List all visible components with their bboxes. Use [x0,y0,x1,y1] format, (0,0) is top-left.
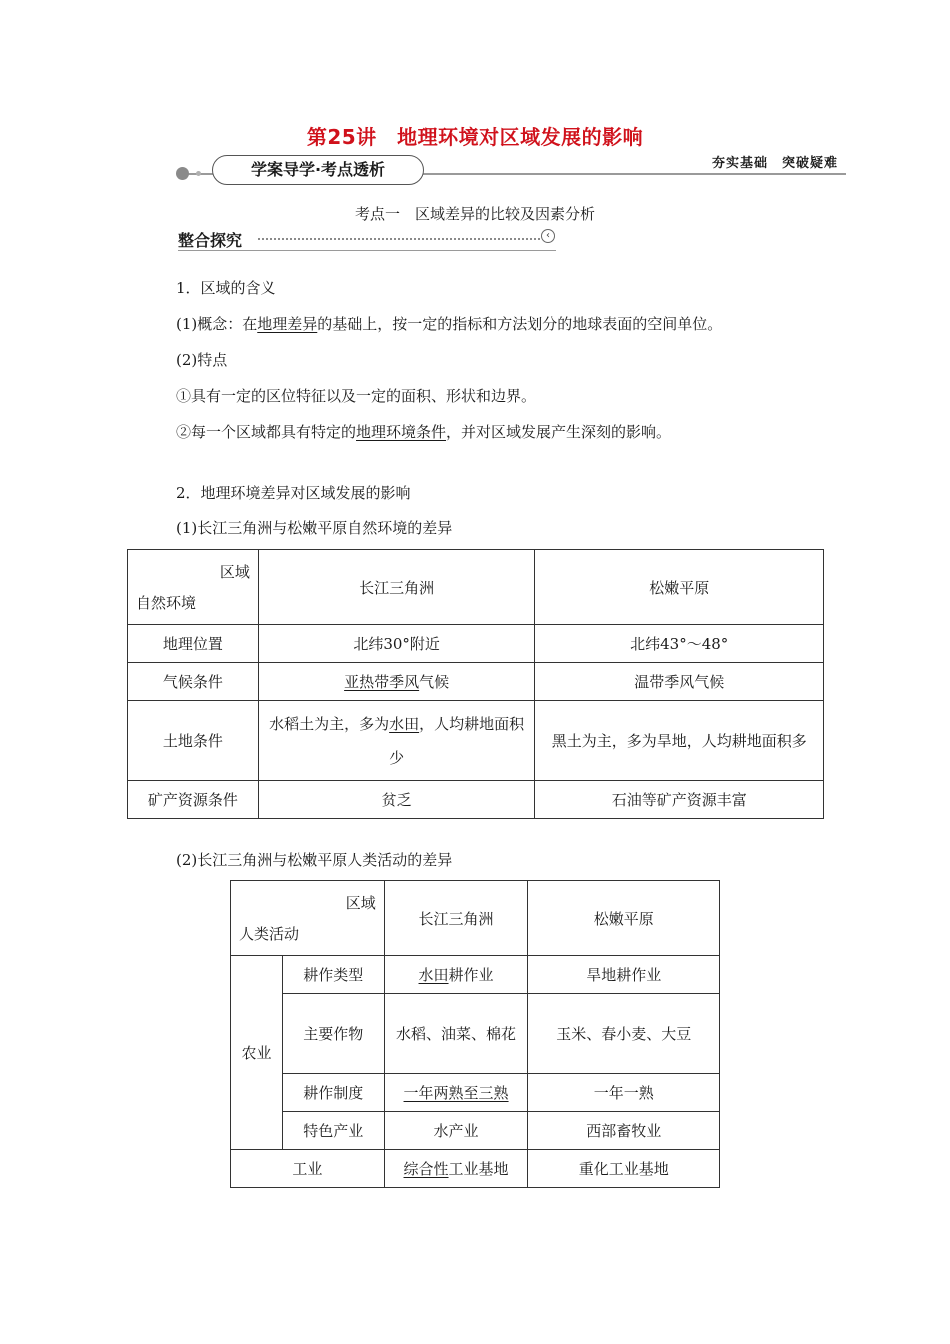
table-cell: 西部畜牧业 [528,1112,720,1150]
table-cell: 水产业 [384,1112,528,1150]
table-cell: 水稻、油菜、棉花 [384,994,528,1074]
banner-motto: 夯实基础 突破疑难 [711,156,838,171]
table-cell: 石油等矿产资源丰富 [535,781,824,819]
column-header: 长江三角洲 [384,881,528,956]
feature2-suffix: ，并对区域发展产生深刻的影响。 [446,423,672,441]
column-header: 松嫩平原 [528,881,720,956]
answer-blank: 亚热带季风 [344,673,420,691]
corner-bottom: 人类活动 [239,925,300,943]
concept-paragraph [176,313,722,334]
table-row [231,956,720,994]
table-cell [384,1074,528,1112]
table-cell: 黑土为主，多为旱地，人均耕地面积多 [535,701,824,781]
column-header: 松嫩平原 [535,550,824,625]
banner-pill: 学案导学·考点透析 [212,155,424,185]
row-label: 矿产资源条件 [128,781,259,819]
cell-text: 工业基地 [448,1160,509,1178]
banner-dot-icon [176,167,189,180]
table-header-row [128,550,824,625]
column-header: 长江三角洲 [258,550,535,625]
section-tag: 整合探究 [178,231,243,250]
answer-blank: 水田 [418,966,449,984]
row-label: 特色产业 [282,1112,384,1150]
cell-text: ，人均耕地面积少 [389,714,525,767]
corner-top: 区域 [219,563,250,581]
human-activity-table [230,880,720,1188]
concept-prefix: (1)概念：在 [176,315,258,333]
table-cell: 重化工业基地 [528,1150,720,1188]
feature-item-1: ①具有一定的区位特征以及一定的面积、形状和边界。 [176,387,537,405]
table-cell: 玉米、春小麦、大豆 [528,994,720,1074]
row-label: 工业 [231,1150,385,1188]
row-label: 土地条件 [128,701,259,781]
table-cell: 北纬30°附近 [258,625,535,663]
table-cell [258,663,535,701]
diagonal-header-cell [231,881,385,956]
table-row [231,1150,720,1188]
natural-environment-table [127,549,824,819]
table-row [231,1074,720,1112]
feature-heading: (2)特点 [176,351,228,369]
table-cell: 贫乏 [258,781,535,819]
table-cell: 北纬43°～48° [535,625,824,663]
cell-text: 耕作业 [448,966,494,984]
banner-small-dot-icon [196,171,201,176]
table-cell: 一年一熟 [528,1074,720,1112]
table-row [231,1112,720,1150]
feature-item-2 [176,421,671,442]
table1-caption: (1)长江三角洲与松嫩平原自然环境的差异 [176,519,453,537]
cell-text: 气候 [419,673,450,691]
answer-blank: 水田 [389,714,420,733]
answer-blank: 一年两熟至三熟 [403,1084,509,1102]
feature2-answer: 地理环境条件 [356,423,447,441]
answer-blank: 综合性 [403,1160,449,1178]
table-cell [258,701,535,781]
diagonal-header-cell [128,550,259,625]
chevron-left-icon: ‹ [541,229,555,243]
table-cell: 温带季风气候 [535,663,824,701]
corner-top: 区域 [345,894,376,912]
table-cell [384,956,528,994]
row-label: 主要作物 [282,994,384,1074]
section1-heading: 1．区域的含义 [176,279,276,297]
table-row [128,663,824,701]
row-label: 耕作类型 [282,956,384,994]
table-cell: 旱地耕作业 [528,956,720,994]
row-label: 气候条件 [128,663,259,701]
page-title: 第25讲 地理环境对区域发展的影响 [306,125,644,149]
feature2-prefix: ②每一个区域都具有特定的 [176,423,357,441]
corner-bottom: 自然环境 [136,594,197,612]
table-row [231,994,720,1074]
table-row [128,625,824,663]
table-row [128,701,824,781]
concept-suffix: 的基础上，按一定的指标和方法划分的地球表面的空间单位。 [317,315,723,333]
table-header-row [231,881,720,956]
table2-caption: (2)长江三角洲与松嫩平原人类活动的差异 [176,851,453,869]
table-cell [384,1150,528,1188]
concept-answer: 地理差异 [257,315,318,333]
kaodian-heading: 考点一 区域差异的比较及因素分析 [354,205,595,223]
row-label: 耕作制度 [282,1074,384,1112]
section-tag-underline [178,250,556,251]
section2-heading: 2．地理环境差异对区域发展的影响 [176,484,411,502]
table-row [128,781,824,819]
section-tag-dots [258,238,540,240]
row-label: 地理位置 [128,625,259,663]
group-label: 农业 [231,956,283,1150]
cell-text: 水稻土为主，多为 [269,714,390,733]
